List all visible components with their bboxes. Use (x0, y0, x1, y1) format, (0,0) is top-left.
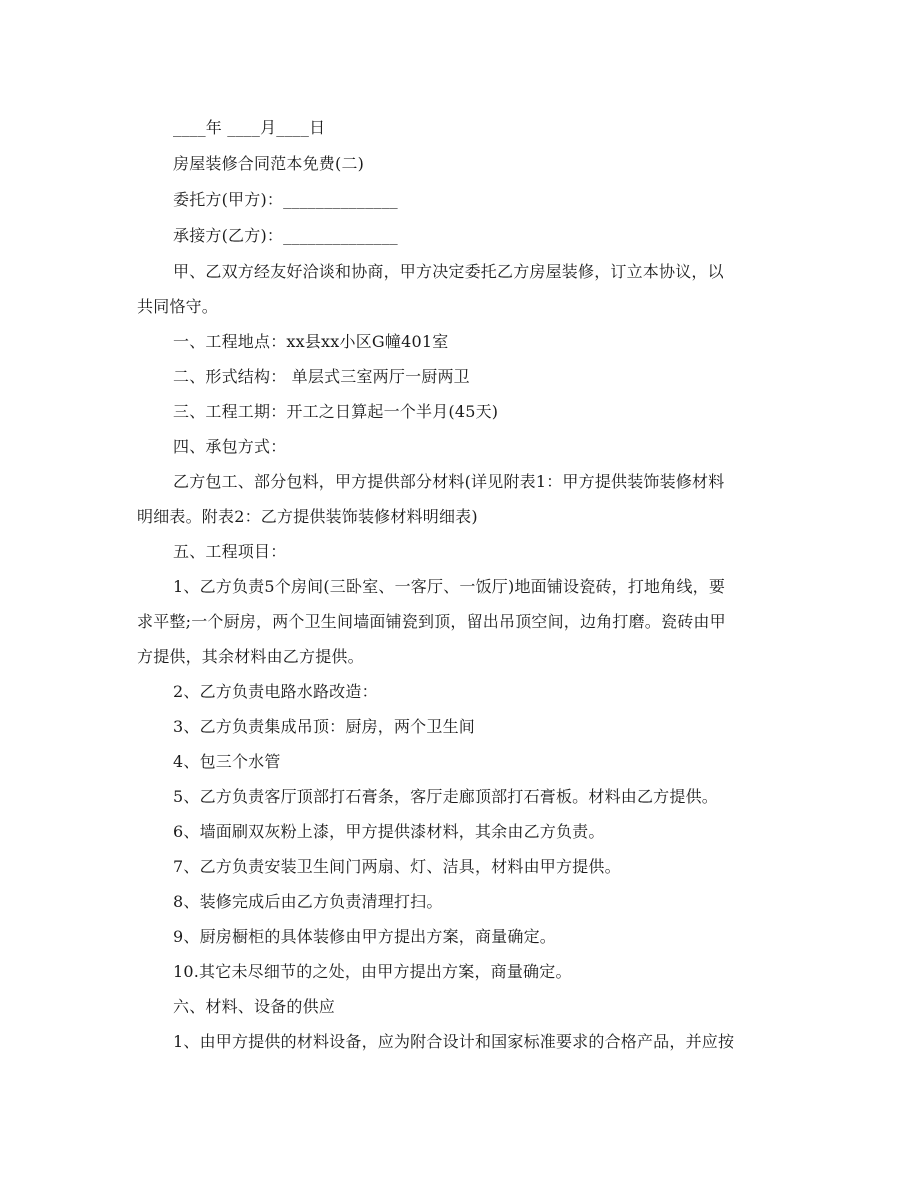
contract-method-line-2: 明细表。附表2：乙方提供装饰装修材料明细表) (137, 507, 478, 526)
section-contract-method: 四、承包方式： (173, 437, 287, 456)
project-item-1-line-2: 求平整;一个厨房，两个卫生间墙面铺瓷到顶，留出吊顶空间，边角打磨。瓷砖由甲 (137, 612, 726, 631)
intro-paragraph-line-1: 甲、乙双方经友好洽谈和协商，甲方决定委托乙方房屋装修，订立本协议，以 (173, 262, 724, 281)
project-item-9: 9、厨房橱柜的具体装修由甲方提出方案，商量确定。 (173, 927, 556, 946)
section-location: 一、工程地点：xx县xx小区G幢401室 (173, 332, 449, 351)
project-item-10: 10.其它未尽细节的之处，由甲方提出方案，商量确定。 (173, 962, 572, 981)
supply-item-1-line-1: 1、由甲方提供的材料设备，应为附合设计和国家标准要求的合格产品，并应按 (173, 1032, 735, 1051)
project-item-1-line-1: 1、乙方负责5个房间(三卧室、一客厅、一饭厅)地面铺设瓷砖，打地角线，要 (173, 577, 726, 596)
contract-method-line-1: 乙方包工、部分包料，甲方提供部分材料(详见附表1：甲方提供装饰装修材料 (173, 472, 725, 491)
document-title: 房屋装修合同范本免费(二) (173, 154, 365, 173)
project-item-5: 5、乙方负责客厅顶部打石膏条，客厅走廊顶部打石膏板。材料由乙方提供。 (173, 787, 718, 806)
project-item-2: 2、乙方负责电路水路改造： (173, 682, 378, 701)
project-item-3: 3、乙方负责集成吊顶：厨房，两个卫生间 (173, 717, 475, 736)
party-a-line: 委托方(甲方)：______________ (173, 190, 398, 209)
project-item-1-line-3: 方提供，其余材料由乙方提供。 (137, 647, 364, 666)
section-duration: 三、工程工期：开工之日算起一个半月(45天) (173, 402, 499, 421)
section-structure: 二、形式结构： 单层式三室两厅一厨两卫 (173, 367, 470, 386)
party-b-line: 承接方(乙方)：______________ (173, 226, 398, 245)
project-item-8: 8、装修完成后由乙方负责清理打扫。 (173, 892, 443, 911)
project-item-4: 4、包三个水管 (173, 752, 281, 771)
section-project-items: 五、工程项目： (173, 542, 287, 561)
section-material-supply: 六、材料、设备的供应 (173, 997, 336, 1016)
intro-paragraph-line-2: 共同恪守。 (137, 297, 219, 316)
project-item-6: 6、墙面刷双灰粉上漆，甲方提供漆材料，其余由乙方负责。 (173, 822, 605, 841)
project-item-7: 7、乙方负责安装卫生间门两扇、灯、洁具，材料由甲方提供。 (173, 857, 621, 876)
date-line: ____年 ____月____日 (173, 118, 326, 137)
